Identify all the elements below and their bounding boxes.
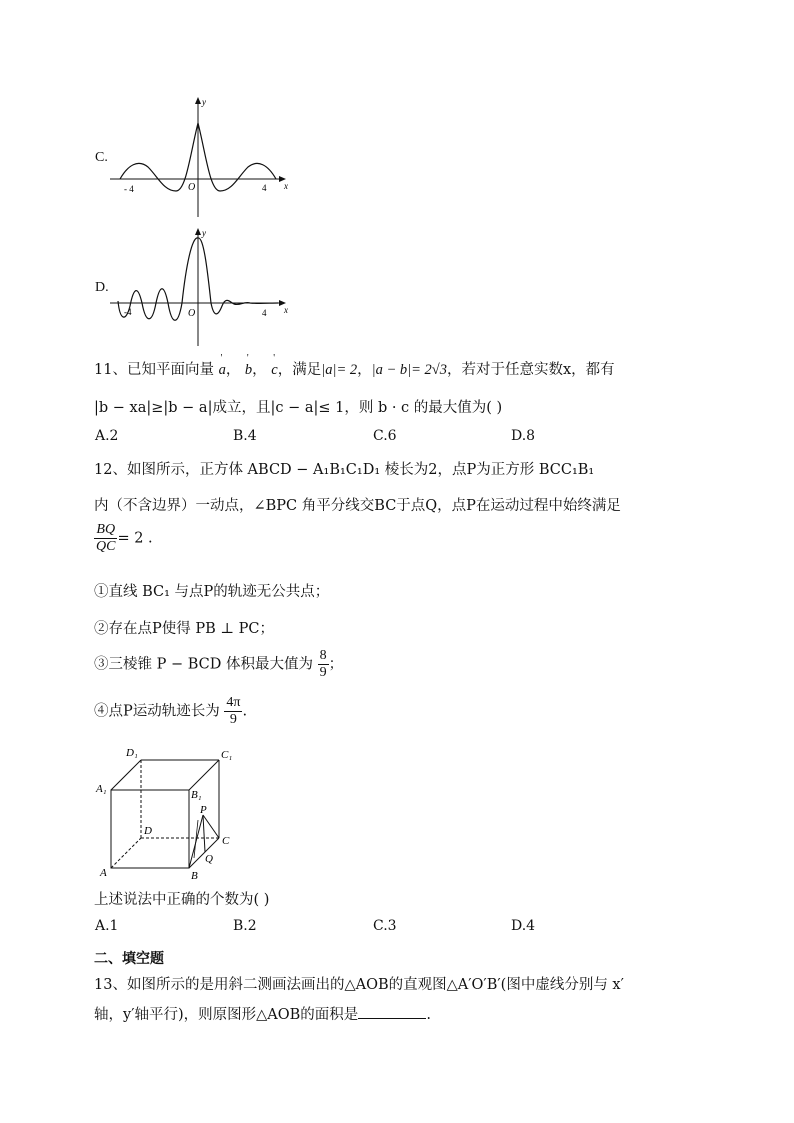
label-b: B bbox=[191, 870, 198, 880]
q13-line1 bbox=[94, 973, 624, 994]
q11-text-a: 已知平面向量 bbox=[126, 362, 214, 378]
q12-statement-4 bbox=[94, 695, 247, 728]
option-d-y-label: y bbox=[202, 228, 206, 238]
option-c-graph bbox=[110, 95, 295, 220]
label-d1: D₁ bbox=[126, 747, 138, 759]
q12-s4-text: ④点P运动轨迹长为 bbox=[94, 703, 220, 720]
q12-ratio-fraction bbox=[94, 522, 117, 555]
option-d-graph bbox=[110, 226, 295, 348]
q12-statement-1: ①直线 BC₁ 与点P的轨迹无公共点； bbox=[94, 584, 330, 600]
q13-text1: 如图所示的是用斜二测画法画出的△AOB的直观图△A′O′B′(图中虚线分别与 x′ bbox=[126, 977, 624, 993]
q12-fraction-line bbox=[94, 522, 153, 555]
q12-frac-tail: = 2 . bbox=[117, 530, 153, 547]
option-c-y-label: y bbox=[202, 97, 206, 107]
label-q: Q bbox=[205, 853, 213, 865]
option-c-origin-label: O bbox=[188, 182, 196, 193]
q12-s3-tail: ； bbox=[328, 656, 344, 673]
q12-s4-tail: . bbox=[242, 703, 248, 720]
q12-s4-fraction bbox=[224, 695, 242, 728]
label-c1: C₁ bbox=[221, 749, 233, 761]
q13-answer-blank[interactable] bbox=[358, 1004, 426, 1019]
q13-text2: 轴，y′轴平行)，则原图形△AOB的面积是 bbox=[94, 1007, 359, 1023]
label-c: C bbox=[222, 835, 230, 847]
q12-frac-den: QC bbox=[96, 539, 116, 554]
option-d-x-label: x bbox=[284, 305, 288, 315]
q12-s3-den: 9 bbox=[319, 665, 327, 680]
q13-line2 bbox=[94, 1003, 431, 1024]
q11-option-a[interactable]: A.2 bbox=[95, 428, 119, 444]
option-c-label: C. bbox=[95, 150, 108, 165]
q12-s3-num: 8 bbox=[319, 648, 327, 663]
q11-cond2: |a − b|= 2√3 bbox=[371, 362, 447, 378]
q13-text2-tail: . bbox=[426, 1007, 431, 1023]
option-d-origin-label: O bbox=[188, 308, 196, 319]
q12-option-b[interactable]: B.2 bbox=[233, 918, 257, 934]
q12-text1: 如图所示，正方体 ABCD − A₁B₁C₁D₁ 棱长为2，点P为正方形 BCC₁B₁ bbox=[126, 462, 595, 478]
q11-option-b[interactable]: B.4 bbox=[233, 428, 257, 444]
label-b1: B₁ bbox=[191, 789, 202, 801]
q12-statement-2: ②存在点P使得 PB ⊥ PC； bbox=[94, 621, 274, 637]
q13-number: 13、 bbox=[94, 977, 127, 993]
option-d-label: D. bbox=[95, 280, 109, 295]
label-a: A bbox=[100, 867, 107, 879]
q12-number: 12、 bbox=[94, 462, 127, 478]
q12-question: 上述说法中正确的个数为( ) bbox=[94, 892, 270, 908]
q11-line1: 11、已知平面向量 ' a， ' b， ' c，满足|a|= 2，|a − b|= 2√3，若对于任意实数x，都有 bbox=[94, 358, 615, 379]
option-d-neg-tick: -4 bbox=[124, 307, 132, 317]
option-c-neg-tick: - 4 bbox=[124, 184, 134, 194]
q11-text-b: ，满足 bbox=[277, 362, 322, 378]
q11-line2: |b − xa|≥|b − a|成立，且|c − a|≤ 1，则 b · c 的最大值为( ) bbox=[94, 400, 503, 416]
q12-option-a[interactable]: A.1 bbox=[95, 918, 119, 934]
option-c-x-label: x bbox=[284, 181, 288, 191]
q12-s4-den: 9 bbox=[229, 712, 237, 727]
segment-pc bbox=[203, 815, 219, 838]
label-a1: A₁ bbox=[96, 783, 107, 795]
q11-vector-a: ' a bbox=[219, 362, 226, 379]
q11-cond1: |a|= 2 bbox=[321, 362, 358, 378]
option-d-pos-tick: 4 bbox=[262, 308, 267, 318]
q12-s4-num: 4π bbox=[226, 695, 241, 710]
cube-figure bbox=[94, 740, 244, 880]
q11-text-c: ，若对于任意实数x，都有 bbox=[446, 362, 615, 378]
label-p: P bbox=[200, 804, 207, 816]
q12-line2: 内（不含边界）一动点，∠BPC 角平分线交BC于点Q，点P在运动过程中始终满足 bbox=[94, 498, 621, 514]
q12-line1 bbox=[94, 458, 594, 479]
q11-option-c[interactable]: C.6 bbox=[373, 428, 397, 444]
q11-number: 11、 bbox=[94, 362, 127, 378]
q12-s3-fraction bbox=[318, 648, 329, 681]
option-c-pos-tick: 4 bbox=[262, 183, 267, 193]
q11-option-d[interactable]: D.8 bbox=[511, 428, 536, 444]
segment-pq bbox=[203, 815, 205, 852]
q12-s3-text: ③三棱锥 P − BCD 体积最大值为 bbox=[94, 656, 313, 673]
label-d: D bbox=[144, 825, 152, 837]
q12-option-c[interactable]: C.3 bbox=[373, 918, 397, 934]
q12-statement-3 bbox=[94, 648, 343, 681]
section-heading: 二、填空题 bbox=[94, 951, 164, 967]
q12-frac-num: BQ bbox=[94, 522, 117, 539]
q11-vector-b: ' b bbox=[245, 362, 252, 379]
q11-vector-c: ' c bbox=[271, 362, 277, 379]
q12-option-d[interactable]: D.4 bbox=[511, 918, 536, 934]
